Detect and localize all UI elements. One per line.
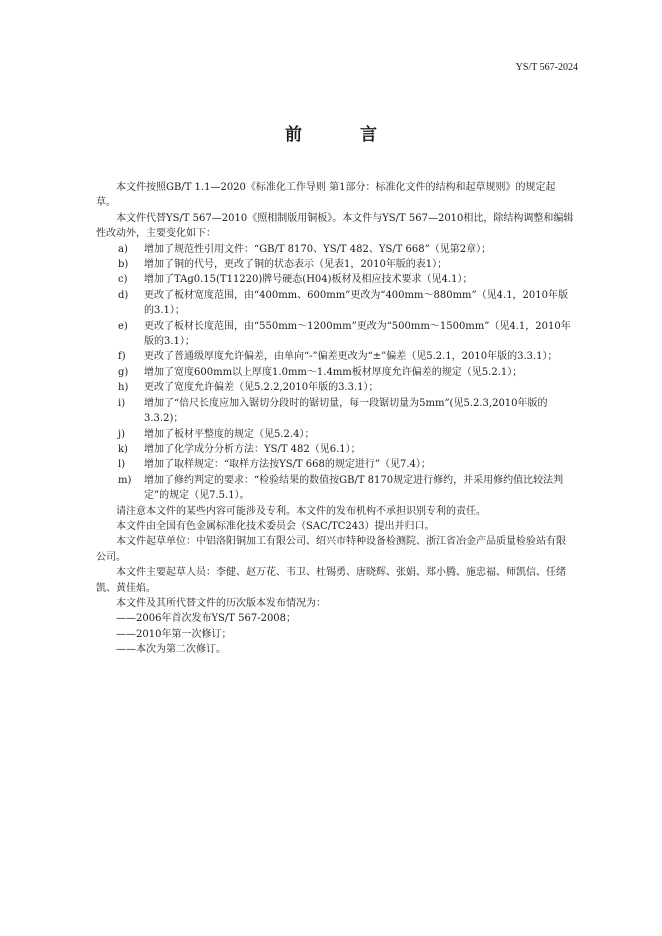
- list-marker: h): [118, 382, 129, 394]
- paragraph-patent-notice: 请注意本文件的某些内容可能涉及专利。本文件的发布机构不承担识别专利的责任。: [116, 505, 486, 517]
- list-item: [96, 457, 574, 472]
- list-item-text: 更改了板材长度范围，由“550mm～1200mm”更改为“500mm～1500mm”（见4.1，2010年版的3.1）；: [144, 320, 571, 348]
- list-item-text: 增加了规范性引用文件：“GB/T 8170、YS/T 482、YS/T 668”（见第2章）；: [144, 243, 492, 255]
- list-item-text: 增加了“倍尺长度应加入锯切分段时的锯切量，每一段锯切量为5mm”(见5.2.3,2010年版的3.3.2)；: [144, 397, 548, 425]
- list-marker: i): [118, 397, 126, 409]
- list-item: [96, 319, 574, 350]
- history-item: ——本次为第二次修订。: [116, 644, 226, 656]
- list-item-text: 增加了板材平整度的规定（见5.2.4）；: [144, 428, 315, 440]
- list-item-text: 更改了普通级厚度允许偏差，由单向“-”偏差更改为“±”偏差（见5.2.1，2010年版的3.3.1）；: [144, 351, 558, 363]
- list-marker: m): [118, 474, 132, 486]
- list-item: [96, 473, 574, 504]
- list-item: [96, 349, 574, 364]
- paragraph-drafters: 本文件主要起草人员：李健、赵万花、韦卫、杜锡勇、唐晓辉、张娟、郑小腾、施忠福、师凯信、任绪凯、黄佳焰。: [96, 567, 566, 594]
- list-marker: f): [118, 351, 126, 363]
- paragraph-history-intro: 本文件及其所代替文件的历次版本发布情况为：: [116, 597, 326, 609]
- list-marker: j): [118, 428, 126, 440]
- paragraph-drafting-units: 本文件起草单位：中铝洛阳铜加工有限公司、绍兴市特种设备检测院、浙江省冶金产品质量检验站有限公司。: [96, 536, 566, 563]
- list-item-text: 增加了修约判定的要求：“检验结果的数值按GB/T 8170规定进行修约，并采用修约值比较法判定”的规定（见7.5.1）。: [144, 474, 564, 502]
- list-item: [96, 442, 574, 457]
- list-marker: a): [118, 243, 128, 255]
- list-marker: k): [118, 443, 128, 455]
- paragraph-proposer: 本文件由全国有色金属标准化技术委员会（SAC/TC243）提出并归口。: [116, 520, 435, 532]
- paragraph-replacement: 本文件代替YS/T 567—2010《照相制版用铜板》。本文件与YS/T 567—2010相比，除结构调整和编辑性改动外，主要变化如下：: [96, 212, 574, 240]
- list-item-text: 更改了板材宽度范围，由“400mm、600mm”更改为“400mm～880mm”（见4.1，2010年版的3.1）；: [144, 289, 569, 317]
- paragraph-drafting-rules: 本文件按照GB/T 1.1—2020《标准化工作导则 第1部分：标准化文件的结构和起草规则》的规定起草。: [96, 182, 556, 209]
- history-item: ——2010年第一次修订；: [116, 628, 232, 640]
- list-marker: d): [118, 289, 129, 301]
- list-item: [96, 288, 574, 319]
- list-marker: c): [118, 274, 128, 286]
- list-item-text: 增加了宽度600mm以上厚度1.0mm～1.4mm板材厚度允许偏差的规定（见5.2.1）；: [144, 366, 523, 378]
- changes-list: [96, 242, 574, 504]
- list-item: [96, 242, 574, 257]
- standard-number: YS/T 567-2024: [515, 62, 578, 73]
- list-item: [96, 365, 574, 380]
- list-item-text: 增加了化学成分分析方法：YS/T 482（见6.1）；: [144, 443, 361, 455]
- list-item: [96, 272, 574, 287]
- list-item: [96, 427, 574, 442]
- list-item: [96, 380, 574, 395]
- list-item-text: 增加了取样规定：“取样方法按YS/T 668的规定进行”（见7.4）；: [144, 459, 431, 471]
- list-item: [96, 257, 574, 272]
- list-marker: b): [118, 259, 129, 271]
- history-item: ——2006年首次发布YS/T 567-2008；: [116, 613, 297, 625]
- list-marker: e): [118, 320, 128, 332]
- list-marker: g): [118, 366, 129, 378]
- page-title: 前 言: [285, 125, 403, 145]
- list-marker: l): [118, 459, 126, 471]
- list-item-text: 更改了宽度允许偏差（见5.2.2,2010年版的3.3.1）；: [144, 382, 379, 394]
- list-item-text: 增加了铜的代号，更改了铜的状态表示（见表1，2010年版的表1）；: [144, 259, 448, 271]
- list-item: [96, 396, 574, 427]
- foreword-body: [96, 180, 574, 658]
- list-item-text: 增加了TAg0.15(T11220)牌号硬态(H04)板材及相应技术要求（见4.1）；: [144, 274, 473, 286]
